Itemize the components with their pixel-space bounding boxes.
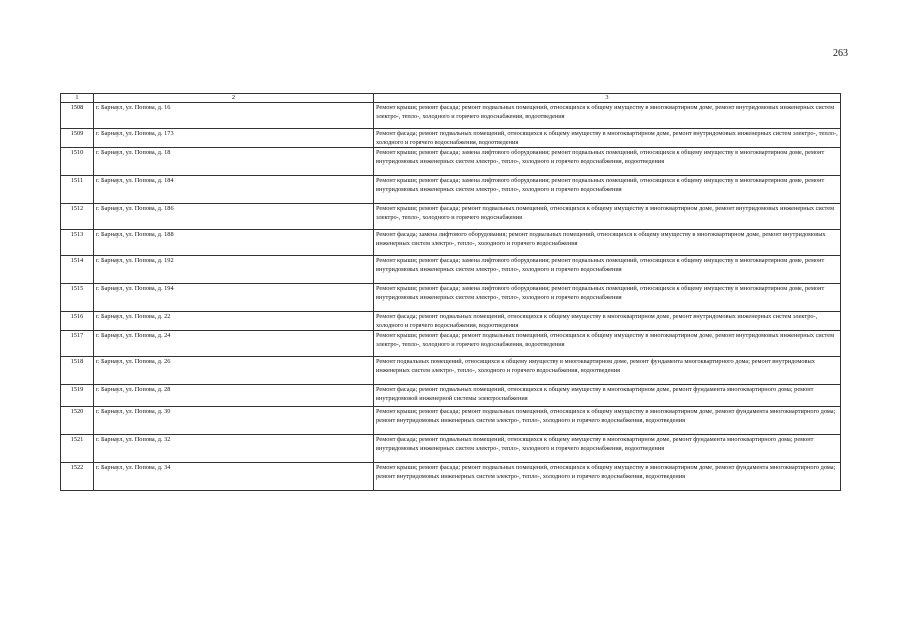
row-number: 1510 xyxy=(61,148,94,176)
row-number: 1517 xyxy=(61,331,94,357)
column-header-address: 2 xyxy=(94,94,374,103)
row-number: 1521 xyxy=(61,435,94,463)
page-number: 263 xyxy=(833,48,848,59)
row-works: Ремонт крыши; ремонт фасада; замена лифтового оборудования; ремонт подвальных помещений, относящихся к общему имуществу в многоквартирном доме, ремонт внутридомовых инженерных систем электро-, тепло-, холодного и горячего водоснабжения, водоотведения xyxy=(374,148,841,176)
table-header-row xyxy=(61,94,841,103)
table-row xyxy=(61,148,841,176)
row-works: Ремонт крыши; ремонт фасада; замена лифтового оборудования; ремонт подвальных помещений, относящихся к общему имуществу в многоквартирном доме, ремонт внутридомовых инженерных систем электро-, тепло-, холодного и горячего водоснабжения xyxy=(374,256,841,284)
row-address: г. Барнаул, ул. Попова, д. 186 xyxy=(94,204,374,230)
row-works: Ремонт крыши; ремонт фасада; ремонт подвальных помещений, относящихся к общему имуществу в многоквартирном доме, ремонт внутридомовых инженерных систем электро-, тепло-, холодного и горячего водоснабжения, водоотведения xyxy=(374,331,841,357)
row-number: 1515 xyxy=(61,284,94,312)
row-address: г. Барнаул, ул. Попова, д. 194 xyxy=(94,284,374,312)
row-address: г. Барнаул, ул. Попова, д. 18 xyxy=(94,148,374,176)
row-address: г. Барнаул, ул. Попова, д. 188 xyxy=(94,230,374,256)
row-number: 1514 xyxy=(61,256,94,284)
row-works: Ремонт фасада; ремонт подвальных помещений, относящихся к общему имуществу в многоквартирном доме, ремонт внутридомовых инженерных систем электро-, тепло-, холодного и горячего водоснабжения, водоотведения xyxy=(374,129,841,148)
table-row xyxy=(61,230,841,256)
row-number: 1522 xyxy=(61,463,94,491)
table-row xyxy=(61,284,841,312)
table-row xyxy=(61,256,841,284)
row-works: Ремонт крыши; ремонт фасада; замена лифтового оборудования; ремонт подвальных помещений, относящихся к общему имуществу в многоквартирном доме, ремонт внутридомовых инженерных систем электро-, тепло-, холодного и горячего водоснабжения xyxy=(374,284,841,312)
row-address: г. Барнаул, ул. Попова, д. 26 xyxy=(94,357,374,385)
row-works: Ремонт подвальных помещений, относящихся к общему имуществу в многоквартирном доме, ремонт фундамента многоквартирного дома; ремонт внутридомовых инженерных систем электро-, тепло-, холодного и горячего водоснабжения, водоотведения xyxy=(374,357,841,385)
row-address: г. Барнаул, ул. Попова, д. 28 xyxy=(94,385,374,407)
row-number: 1520 xyxy=(61,407,94,435)
column-header-works: 3 xyxy=(374,94,841,103)
table-row xyxy=(61,357,841,385)
row-number: 1508 xyxy=(61,103,94,129)
row-works: Ремонт крыши; ремонт фасада; замена лифтового оборудования; ремонт подвальных помещений, относящихся к общему имуществу в многоквартирном доме, ремонт внутридомовых инженерных систем электро-, тепло-, холодного и горячего водоснабжения xyxy=(374,176,841,204)
table-row xyxy=(61,463,841,491)
table-row xyxy=(61,331,841,357)
row-works: Ремонт крыши; ремонт фасада; ремонт подвальных помещений, относящихся к общему имуществу в многоквартирном доме, ремонт фундамента многоквартирного дома; ремонт внутридомовых инженерных систем электро-, тепло-, холодного и горячего водоснабжения, водоотведения xyxy=(374,463,841,491)
row-address: г. Барнаул, ул. Попова, д. 24 xyxy=(94,331,374,357)
table-row xyxy=(61,129,841,148)
row-address: г. Барнаул, ул. Попова, д. 32 xyxy=(94,435,374,463)
row-number: 1511 xyxy=(61,176,94,204)
row-works: Ремонт крыши; ремонт фасада; ремонт подвальных помещений, относящихся к общему имуществу в многоквартирном доме, ремонт внутридомовых инженерных систем электро-, тепло-, холодного и горячего водоснабжения xyxy=(374,204,841,230)
row-number: 1513 xyxy=(61,230,94,256)
row-number: 1509 xyxy=(61,129,94,148)
row-address: г. Барнаул, ул. Попова, д. 173 xyxy=(94,129,374,148)
row-address: г. Барнаул, ул. Попова, д. 184 xyxy=(94,176,374,204)
table-row xyxy=(61,435,841,463)
row-address: г. Барнаул, ул. Попова, д. 192 xyxy=(94,256,374,284)
row-works: Ремонт фасада; ремонт подвальных помещений, относящихся к общему имуществу в многоквартирном доме, ремонт внутридомовых инженерных систем электро-, холодного и горячего водоснабжения, водоотведения xyxy=(374,312,841,331)
row-works: Ремонт крыши; ремонт фасада; ремонт подвальных помещений, относящихся к общему имуществу в многоквартирном доме, ремонт внутридомовых инженерных систем электро-, тепло-, холодного и горячего водоснабжения, водоотведения xyxy=(374,103,841,129)
row-number: 1518 xyxy=(61,357,94,385)
row-works: Ремонт фасада; ремонт подвальных помещений, относящихся к общему имуществу в многоквартирном доме, ремонт фундамента многоквартирного дома; ремонт внутридомовых инженерных систем электро-, тепло-, холодного и горячего водоснабжения, водоотведения xyxy=(374,435,841,463)
table-row xyxy=(61,176,841,204)
row-works: Ремонт крыши; ремонт фасада; ремонт подвальных помещений, относящихся к общему имуществу в многоквартирном доме, ремонт фундамента многоквартирного дома; ремонт внутридомовых инженерных систем электро-, тепло-, холодного и горячего водоснабжения, водоотведения xyxy=(374,407,841,435)
row-address: г. Барнаул, ул. Попова, д. 16 xyxy=(94,103,374,129)
table-row xyxy=(61,204,841,230)
row-number: 1512 xyxy=(61,204,94,230)
houses-registry-table xyxy=(60,93,841,491)
row-address: г. Барнаул, ул. Попова, д. 22 xyxy=(94,312,374,331)
table-row xyxy=(61,312,841,331)
table-row xyxy=(61,385,841,407)
row-address: г. Барнаул, ул. Попова, д. 30 xyxy=(94,407,374,435)
row-address: г. Барнаул, ул. Попова, д. 34 xyxy=(94,463,374,491)
table-row xyxy=(61,407,841,435)
row-number: 1516 xyxy=(61,312,94,331)
row-works: Ремонт фасада; ремонт подвальных помещений, относящихся к общему имуществу в многоквартирном доме, ремонт фундамента многоквартирного дома; ремонт внутридомовой инженерной системы электроснабжения xyxy=(374,385,841,407)
column-header-number: 1 xyxy=(61,94,94,103)
row-number: 1519 xyxy=(61,385,94,407)
row-works: Ремонт фасада; замена лифтового оборудования; ремонт подвальных помещений, относящихся к общему имуществу в многоквартирном доме, ремонт внутридомовых инженерных систем электро-, тепло-, холодного и горячего водоснабжения xyxy=(374,230,841,256)
table-row xyxy=(61,103,841,129)
